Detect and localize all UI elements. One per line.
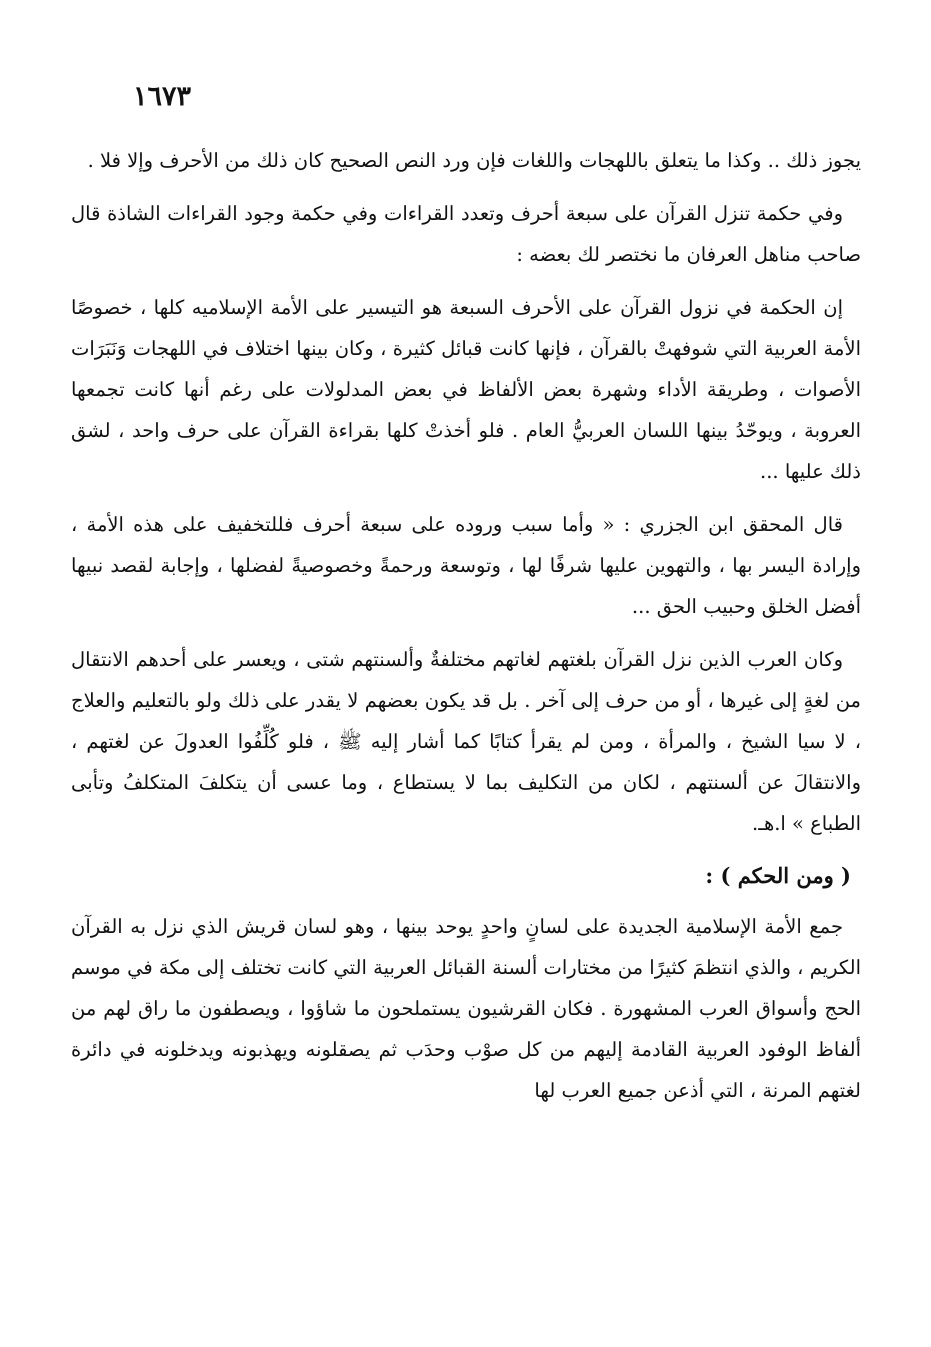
paragraph-arab-dialects: وكان العرب الذين نزل القرآن بلغتهم لغاتهم مختلفةٌ وألسنتهم شتى ، ويعسر على أحدهم الانتقال من لغةٍ إلى غيرها ، أو من حرف إلى آخر . بل قد يكون بعضهم لا يقدر على ذلك ولو بالتعليم والعلاج ، لا سيا الشيخ ، والمرأة ، ومن لم يقرأ كتابًا كما أشار إليه ﷺ ، فلو كُلِّفُوا العدولَ عن لغتهم ، والانتقالَ عن ألسنتهم ، لكان من التكليف بما لا يستطاع ، وما عسى أن يتكلفَ المتكلفُ وتأبى الطباع » ا.هـ. <box>71 648 861 835</box>
paragraph-wisdom-intro: وفي حكمة تنزل القرآن على سبعة أحرف وتعدد القراءات وفي حكمة وجود القراءات الشاذة قال صاحب مناهل العرفان ما نختصر لك بعضه : <box>71 202 861 266</box>
page-number: ١٦٧٣ <box>132 81 191 112</box>
body-text <box>71 140 861 1111</box>
paragraph-manahil-quote: إن الحكمة في نزول القرآن على الأحرف السبعة هو التيسير على الأمة الإسلاميه كلها ، خصوصًا الأمة العربية التي شوفهتْ بالقرآن ، فإنها كانت قبائل كثيرة ، وكان بينها اختلاف في اللهجات وَنَبَرَات الأصوات ، وطريقة الأداء وشهرة بعض الألفاظ في بعض المدلولات على رغم أنها كانت تجمعها العروبة ، ويوحّدُ بينها اللسان العربيُّ العام . فلو أخذتْ كلها بقراءة القرآن على حرف واحد ، لشق ذلك عليها ... <box>71 296 861 483</box>
paragraph-continuation: يجوز ذلك .. وكذا ما يتعلق باللهجات واللغات فإن ورد النص الصحيح كان ذلك من الأحرف وإلا فلا . <box>87 149 861 172</box>
paragraph-ibn-jazari-quote: قال المحقق ابن الجزري : « وأما سبب وروده على سبعة أحرف فللتخفيف على هذه الأمة ، وإرادة اليسر بها ، والتهوين عليها شرفًا لها ، وتوسعة ورحمةً وخصوصيةً لفضلها ، وإجابة لقصد نبيها أفضل الخلق وحبيب الحق ... <box>71 513 861 618</box>
section-heading: ( ومن الحكم ) : <box>705 863 851 888</box>
paragraph-final: جمع الأمة الإسلامية الجديدة على لسانٍ واحدٍ يوحد بينها ، وهو لسان قريش الذي نزل به القرآن الكريم ، والذي انتظمَ كثيرًا من مختارات ألسنة القبائل العربية التي كانت تختلف إلى مكة في موسم الحج وأسواق العرب المشهورة . فكان القرشيون يستملحون ما شاؤوا ، ويصطفون ما راق لهم من ألفاظ الوفود العربية القادمة إليهم من كل صوْب وحدَب ثم يصقلونه ويهذبونه ويدخلونه في دائرة لغتهم المرنة ، التي أذعن جميع العرب لها <box>71 915 861 1102</box>
